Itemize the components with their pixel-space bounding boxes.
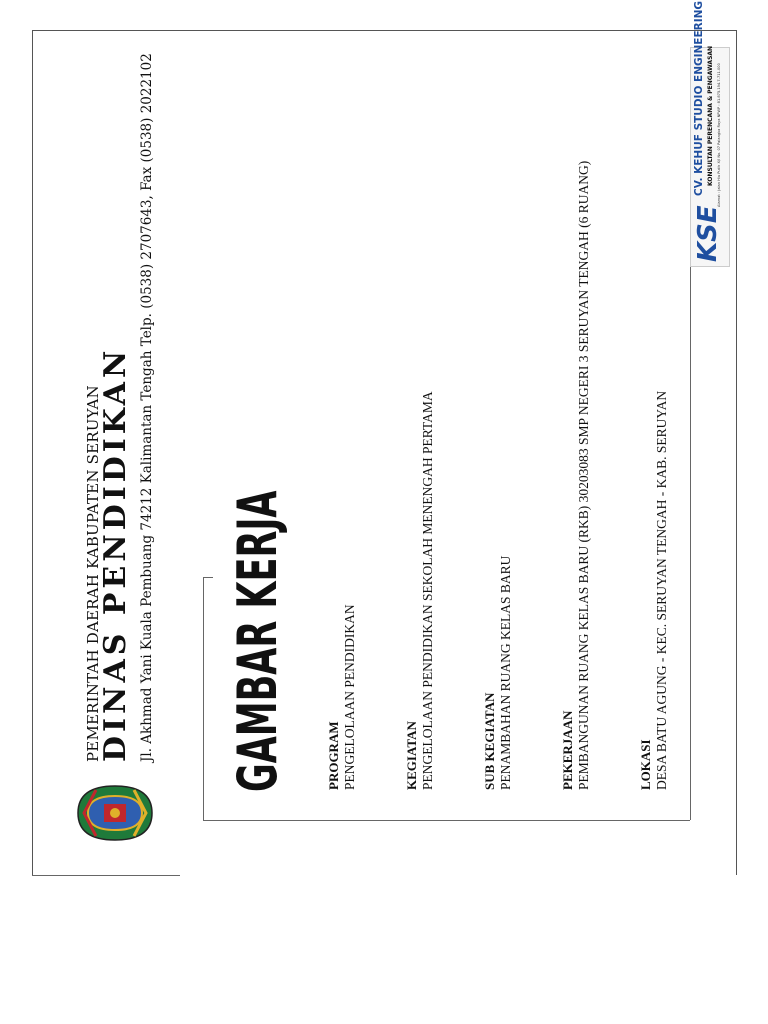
- pekerjaan-label: PEKERJAAN: [560, 710, 575, 790]
- department-name: DINAS PENDIDIKAN: [98, 346, 133, 762]
- sub-kegiatan-value: PENAMBAHAN RUANG KELAS BARU: [498, 555, 513, 790]
- consultant-name: CV. KEHUF STUDIO ENGINEERING: [693, 0, 705, 196]
- department-address: Jl. Akhmad Yani Kuala Pembuang 74212 Kalimantan Tengah Telp. (0538) 2707643, Fax (0538) 2022102: [139, 53, 155, 762]
- kegiatan-value: PENGELOLAAN PENDIDIKAN SEKOLAH MENENGAH PERTAMA: [420, 391, 435, 790]
- kegiatan-label: KEGIATAN: [404, 721, 419, 790]
- document-title: GAMBAR KERJA: [226, 490, 289, 792]
- consultant-address: Alamat : Jalan Hiu Putih X/I No. 07 Palangka Raya NPWP : 81.875.194.7-711.000: [717, 63, 721, 207]
- government-name: PEMERINTAH DAERAH KABUPATEN SERUYAN: [84, 385, 102, 762]
- lokasi-value: DESA BATU AGUNG - KEC. SERUYAN TENGAH - KAB. SERUYAN: [654, 390, 669, 790]
- lokasi-label: LOKASI: [638, 739, 653, 790]
- program-value: PENGELOLAAN PENDIDIKAN: [342, 604, 357, 790]
- sheet-bottom-line-left: [32, 875, 180, 876]
- title-frame-left: [203, 577, 204, 820]
- program-label: PROGRAM: [326, 721, 341, 790]
- pekerjaan-value: PEMBANGUNAN RUANG KELAS BARU (RKB) 30203083 SMP NEGERI 3 SERUYAN TENGAH (6 RUANG): [576, 160, 591, 790]
- sub-kegiatan-label: SUB KEGIATAN: [482, 692, 497, 790]
- consultant-mark: KSE: [693, 205, 723, 262]
- drawing-sheet-frame: [32, 30, 737, 875]
- title-frame-bottom: [203, 820, 690, 821]
- title-frame-right: [690, 265, 691, 820]
- title-frame-top: [203, 577, 213, 578]
- consultant-subtitle: KONSULTAN PERENCANA & PENGAWASAN: [707, 45, 714, 186]
- regency-seal-logo: [74, 782, 156, 844]
